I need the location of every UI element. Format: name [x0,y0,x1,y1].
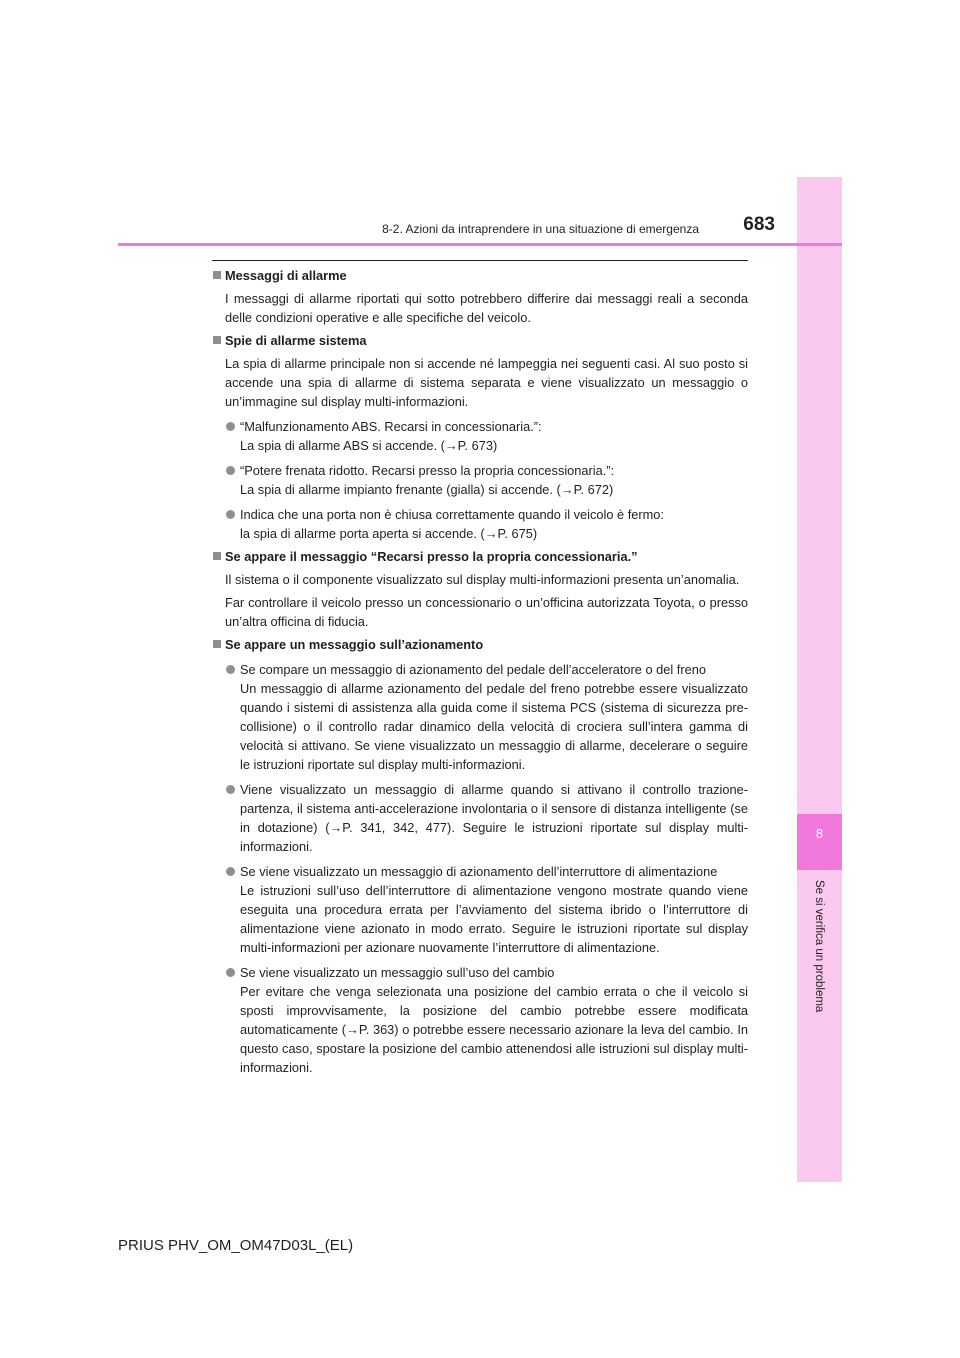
document-code: PRIUS PHV_OM_OM47D03L_(EL) [118,1237,354,1254]
section-heading: Spie di allarme sistema [212,331,748,350]
section-messaggio-azionamento [212,635,748,1077]
list-item-title: Se compare un messaggio di azionamento del pedale dell’acceleratore o del freno [240,662,706,677]
list-item-text: la spia di allarme porta aperta si accende. (→P. 675) [240,526,538,541]
section-heading: Messaggi di allarme [212,266,748,285]
page-number: 683 [743,214,775,235]
list-item [212,461,748,499]
list-item-text: Per evitare che venga selezionata una posizione del cambio errata o che il veicolo si sposti improvvisamente, la posizione del cambio potrebbe essere modificata automaticamente (→P. 363) o potrebbe essere necessario azionare la leva del cambio. In questo caso, spostare la posizione del cambio attenendosi alle istruzioni sul display multi-informazioni. [240,984,748,1075]
list-item [212,660,748,774]
list-item [212,963,748,1077]
paragraph: Far controllare il veicolo presso un concessionario o un’officina autorizzata Toyota, o presso un’altra officina di fiducia. [225,595,748,629]
main-content [212,266,748,1077]
header-divider [118,243,842,246]
paragraph: La spia di allarme principale non si accende né lampeggia nei seguenti casi. Al suo posto si accende una spia di allarme di sistema separata e viene visualizzato un messaggio o un’immagine sul display multi-informazioni. [225,356,748,409]
list-item-title: Viene visualizzato un messaggio di allarme quando si attivano il controllo trazione-partenza, il sistema anti-accelerazione involontaria o il sensore di distanza intelligente (se in dotazione) (→P. 341, 342, 477). Seguire le istruzioni riportate sul display multi-informazioni. [240,782,748,854]
content-divider [212,260,748,261]
chapter-number: 8 [815,826,824,841]
section-recarsi-concessionaria [212,547,748,631]
list-item-title: Se viene visualizzato un messaggio sull’uso del cambio [240,965,555,980]
list-item [212,505,748,543]
list-item [212,862,748,957]
chapter-tab-active[interactable] [797,814,842,870]
list-item-text: Le istruzioni sull’uso dell’interruttore di alimentazione vengono mostrate quando viene eseguita una procedura errata per l’avviamento del sistema ibrido o l’interruttore di alimentazione viene azionato in modo errato. Seguire le istruzioni riportate sul display multi-informazioni per azionare nuovamente l’interruttore di alimentazione. [240,883,748,955]
paragraph: Il sistema o il componente visualizzato sul display multi-informazioni presenta un’anomalia. [225,572,740,587]
section-messaggi-allarme [212,266,748,327]
list-item [212,780,748,856]
list-item-text: Un messaggio di allarme azionamento del pedale del freno potrebbe essere visualizzato quando i sistemi di assistenza alla guida come il sistema PCS (sistema di sicurezza pre-collisione) o il controllo radar dinamico della velocità di crociera sull’intera gamma di velocità si attivano. Se viene visualizzato un messaggio di allarme, decelerare o seguire le istruzioni riportate sul display multi-informazioni. [240,681,748,772]
paragraph: I messaggi di allarme riportati qui sotto potrebbero differire dai messaggi reali a seconda delle condizioni operative e alle specifiche del veicolo. [225,291,748,325]
section-heading: Se appare un messaggio sull’azionamento [212,635,748,654]
list-item-text: La spia di allarme impianto frenante (gialla) si accende. (→P. 672) [240,482,614,497]
chapter-title: Se si verifica un problema [813,880,825,1013]
list-item-text: La spia di allarme ABS si accende. (→P. 673) [240,438,498,453]
section-spie-allarme [212,331,748,543]
list-item-title: Indica che una porta non è chiusa correttamente quando il veicolo è fermo: [240,507,664,522]
list-item [212,417,748,455]
list-item-title: Se viene visualizzato un messaggio di azionamento dell’interruttore di alimentazione [240,864,718,879]
list-item-title: “Potere frenata ridotto. Recarsi presso la propria concessionaria.”: [240,463,615,478]
section-heading: Se appare il messaggio “Recarsi presso la propria concessionaria.” [212,547,748,566]
section-title: 8-2. Azioni da intraprendere in una situazione di emergenza [382,222,699,236]
list-item-title: “Malfunzionamento ABS. Recarsi in concessionaria.”: [240,419,542,434]
